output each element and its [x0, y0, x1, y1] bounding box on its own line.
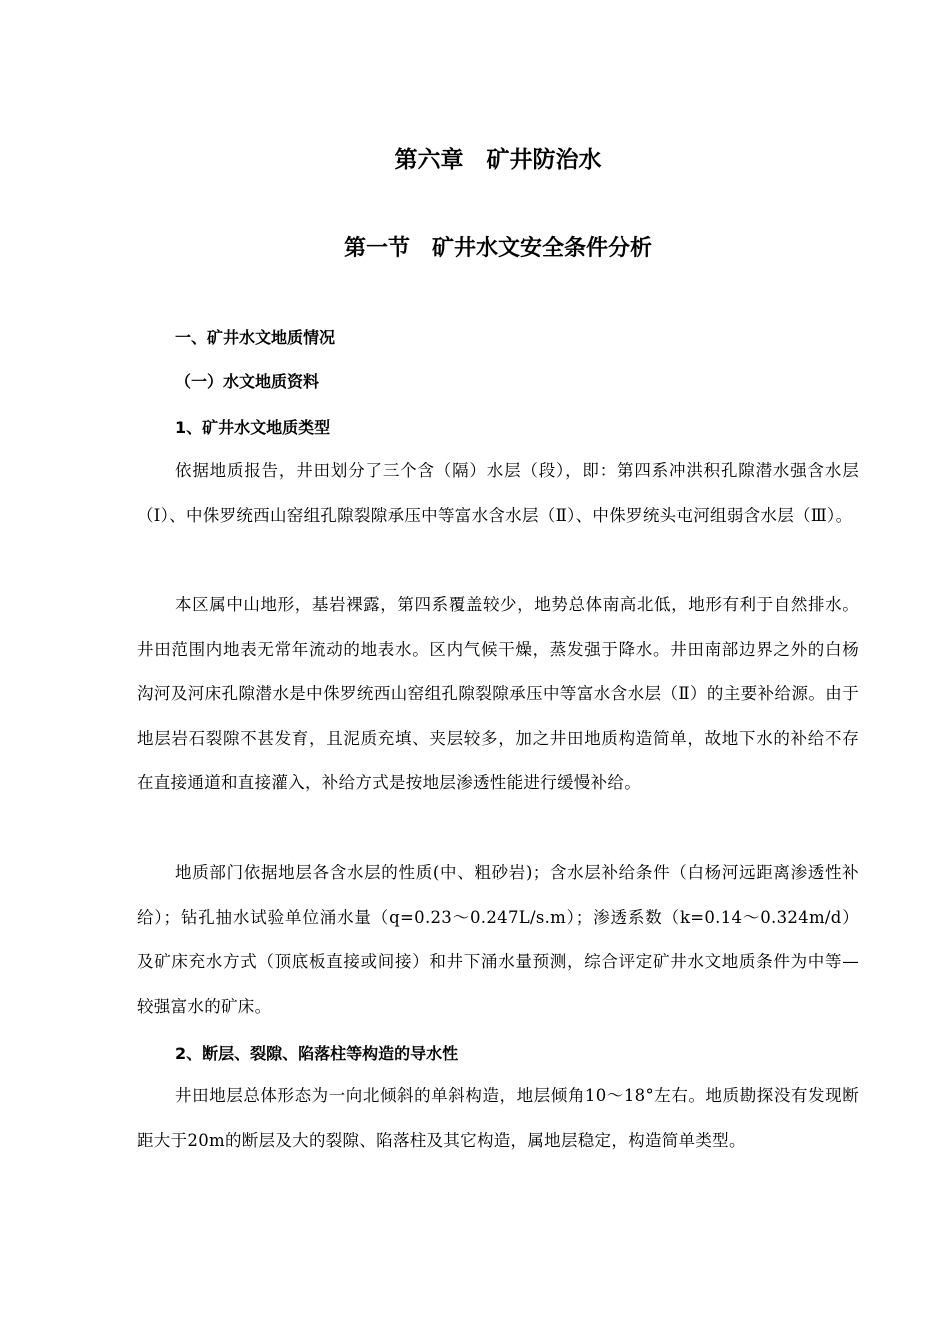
paragraph-aquifers: 依据地质报告，井田划分了三个含（隔）水层（段），即：第四系冲洪积孔隙潜水强含水层（Ⅰ）、中侏罗统西山窑组孔隙裂隙承压中等富水含水层（Ⅱ）、中侏罗统头屯河组弱含水层（Ⅲ）。 — [137, 461, 859, 525]
paragraph-structure: 井田地层总体形态为一向北倾斜的单斜构造，地层倾角10～18°左右。地质勘探没有发现断距大于20m的断层及大的裂隙、陷落柱及其它构造，属地层稳定，构造简单类型。 — [137, 1086, 859, 1150]
chapter-title: 第六章 矿井防治水 — [394, 147, 602, 173]
section-title: 第一节 矿井水文安全条件分析 — [343, 236, 652, 261]
heading-structure-conductivity: 2、断层、裂隙、陷落柱等构造的导水性 — [175, 1044, 459, 1063]
paragraph-assessment: 地质部门依据地层各含水层的性质(中、粗砂岩)；含水层补给条件（白杨河远距离渗透性补给）；钻孔抽水试验单位涌水量（q=0.23～0.247L/s.m）；渗透系数（k=0.14～0.324m/d）及矿床充水方式（顶底板直接或间接）和井下涌水量预测，综合评定矿井水文地质条件为中等—较强富水的矿床。 — [137, 863, 859, 1016]
heading-hydrogeology-type: 1、矿井水文地质类型 — [175, 418, 331, 437]
paragraph-terrain-recharge: 本区属中山地形，基岩裸露，第四系覆盖较少，地势总体南高北低，地形有利于自然排水。井田范围内地表无常年流动的地表水。区内气候干燥，蒸发强于降水。井田南部边界之外的白杨沟河及河床孔隙潜水是中侏罗统西山窑组孔隙裂隙承压中等富水含水层（Ⅱ）的主要补给源。由于地层岩石裂隙不甚发育，且泥质充填、夹层较多，加之井田地质构造简单，故地下水的补给不存在直接通道和直接灌入，补给方式是按地层渗透性能进行缓慢补给。 — [137, 595, 859, 792]
heading-hydrogeology-data: （一）水文地质资料 — [175, 372, 320, 391]
heading-hydrogeology: 一、矿井水文地质情况 — [175, 328, 336, 347]
